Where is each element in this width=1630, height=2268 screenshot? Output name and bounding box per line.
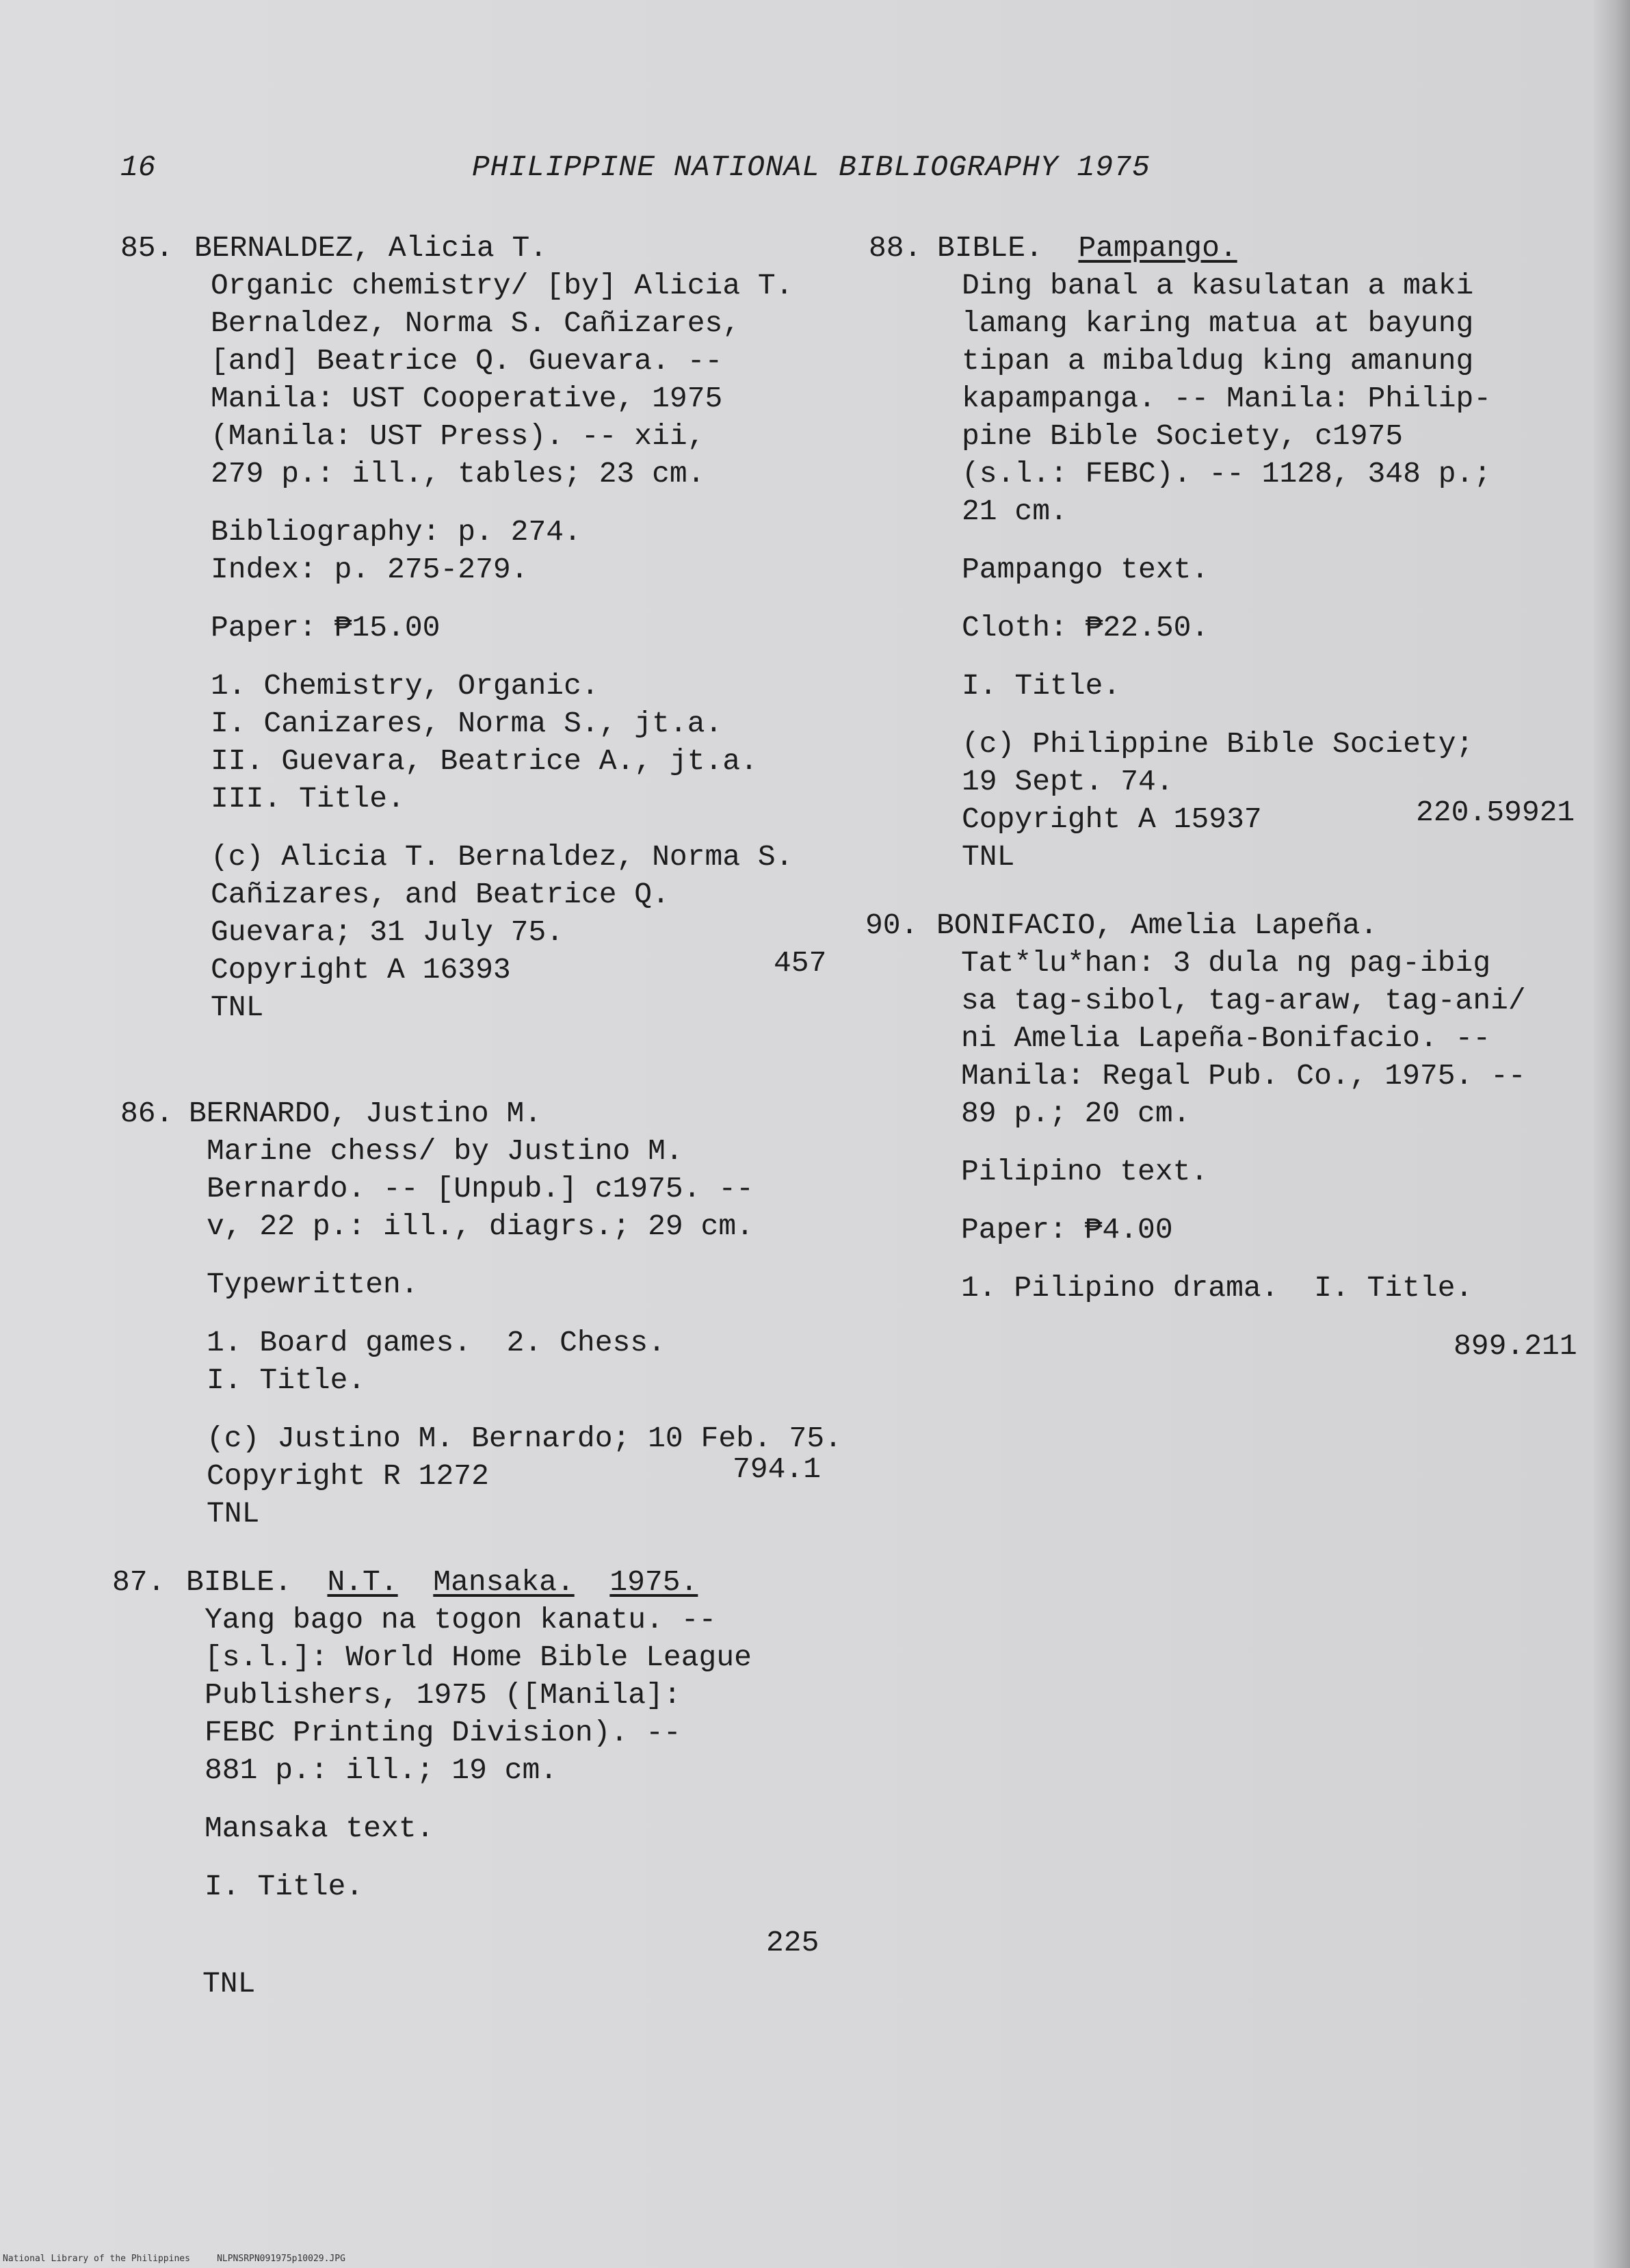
entry-subject: II. Guevara, Beatrice A., jt.a. (211, 744, 758, 778)
book-binding-edge (1594, 0, 1630, 2268)
entry-subject: I. Canizares, Norma S., jt.a. (211, 707, 723, 740)
entry-number: 85. (120, 231, 174, 265)
entry-line: Bernardo. -- [Unpub.] c1975. -- (207, 1172, 754, 1205)
entry-line: 21 cm. (962, 495, 1068, 528)
entry-87 (112, 1563, 865, 1919)
entry-subject: I. Title. (205, 1870, 364, 1903)
running-title: PHILIPPINE NATIONAL BIBLIOGRAPHY 1975 (472, 151, 1151, 184)
entry-price: Cloth: ₱22.50. (962, 611, 1209, 644)
entry-heading (186, 1563, 698, 1601)
heading-part: N.T. (327, 1565, 398, 1599)
entry-note: Index: p. 275-279. (211, 553, 529, 586)
entry-line: [s.l.]: World Home Bible League (205, 1641, 752, 1674)
entry-line: (s.l.: FEBC). -- 1128, 348 p.; (962, 457, 1492, 491)
entry-line: lamang karing matua at bayung (962, 307, 1474, 340)
entry-88 (869, 229, 1587, 886)
heading-part: Mansaka. (433, 1565, 575, 1599)
entry-line: Manila: UST Cooperative, 1975 (211, 382, 723, 415)
entry-subject: 1. Chemistry, Organic. (211, 669, 599, 703)
entry-heading: BERNALDEZ, Alicia T. (194, 231, 548, 265)
entry-85 (120, 229, 845, 1024)
entry-tnl: TNL (211, 991, 264, 1024)
entry-copyright: Guevara; 31 July 75. (211, 915, 564, 949)
entry-note: Bibliography: p. 274. (211, 515, 581, 549)
entry-line: [and] Beatrice Q. Guevara. -- (211, 344, 723, 378)
entry-line: Manila: Regal Pub. Co., 1975. -- (961, 1059, 1526, 1093)
entry-number: 87. (112, 1565, 166, 1599)
entry-tnl: TNL (962, 840, 1015, 874)
entry-copyright: 19 Sept. 74. (962, 765, 1174, 798)
entry-number: 86. (120, 1097, 174, 1130)
entry-line: kapampanga. -- Manila: Philip- (962, 382, 1492, 415)
page-footer-number: 225 (766, 1926, 819, 1959)
entry-subject: 1. Pilipino drama. I. Title. (961, 1271, 1473, 1305)
entry-copyright: (c) Justino M. Bernardo; 10 Feb. 75. (207, 1422, 842, 1455)
entry-line: Marine chess/ by Justino M. (207, 1134, 683, 1168)
entry-line: (Manila: UST Press). -- xii, (211, 419, 705, 453)
entry-class-number: 457 (774, 946, 827, 980)
entry-note: Pampango text. (962, 553, 1209, 586)
entry-copyright: (c) Alicia T. Bernaldez, Norma S. (211, 840, 793, 874)
heading-part: Pampango. (1078, 231, 1237, 265)
entry-line: 881 p.: ill.; 19 cm. (205, 1754, 558, 1787)
entry-line: 279 p.: ill., tables; 23 cm. (211, 457, 705, 491)
entry-line: sa tag-sibol, tag-araw, tag-ani/ (961, 984, 1526, 1017)
entry-line: Tat*lu*han: 3 dula ng pag-ibig (961, 946, 1491, 980)
entry-number: 90. (865, 909, 919, 942)
entry-line: Yang bago na togon kanatu. -- (205, 1603, 717, 1637)
entry-class-number: 794.1 (733, 1452, 821, 1486)
entry-class-number: 220.59921 (1416, 796, 1575, 829)
entry-line: tipan a mibaldug king amanung (962, 344, 1474, 378)
entry-heading: BONIFACIO, Amelia Lapeña. (936, 909, 1378, 942)
entry-line: Ding banal a kasulatan a maki (962, 269, 1474, 302)
entry-registration: Copyright A 16393 (211, 953, 511, 987)
entry-price: Paper: ₱15.00 (211, 611, 441, 644)
entry-line: ni Amelia Lapeña-Bonifacio. -- (961, 1021, 1491, 1055)
entry-price: Paper: ₱4.00 (961, 1213, 1173, 1247)
entry-90 (865, 907, 1587, 1379)
entry-line: 89 p.; 20 cm. (961, 1097, 1191, 1130)
heading-part: BIBLE. (186, 1565, 292, 1599)
entry-note: Mansaka text. (205, 1812, 434, 1845)
entry-heading (937, 229, 1237, 267)
scan-footer: National Library of the Philippines NLPNSRPN091975p10029.JPG (3, 2254, 345, 2264)
entry-line: Organic chemistry/ [by] Alicia T. (211, 269, 793, 302)
entry-subject: I. Title. (962, 669, 1121, 703)
entry-line: pine Bible Society, c1975 (962, 419, 1404, 453)
entry-copyright: Cañizares, and Beatrice Q. (211, 878, 670, 911)
entry-86 (120, 1095, 886, 1533)
entry-note: Pilipino text. (961, 1155, 1209, 1188)
entry-tnl: TNL (207, 1497, 260, 1530)
heading-part: BIBLE. (937, 231, 1043, 265)
entry-subject: I. Title. (207, 1364, 366, 1397)
entry-registration: Copyright A 15937 (962, 803, 1262, 836)
entry-subject: 1. Board games. 2. Chess. (207, 1326, 666, 1359)
entry-registration: Copyright R 1272 (207, 1459, 489, 1493)
entry-line: v, 22 p.: ill., diagrs.; 29 cm. (207, 1210, 754, 1243)
entry-line: Publishers, 1975 ([Manila]: (205, 1678, 681, 1712)
entry-note: Typewritten. (207, 1268, 419, 1301)
entry-copyright: (c) Philippine Bible Society; (962, 727, 1474, 761)
page-number: 16 (120, 151, 156, 184)
footer-tnl: TNL (202, 1967, 256, 2000)
entry-subject: III. Title. (211, 782, 405, 816)
entry-heading: BERNARDO, Justino M. (189, 1097, 542, 1130)
entry-line: Bernaldez, Norma S. Cañizares, (211, 307, 741, 340)
entry-class-number: 899.211 (1454, 1329, 1577, 1363)
entry-number: 88. (869, 231, 922, 265)
entry-line: FEBC Printing Division). -- (205, 1716, 681, 1749)
heading-part: 1975. (609, 1565, 698, 1599)
